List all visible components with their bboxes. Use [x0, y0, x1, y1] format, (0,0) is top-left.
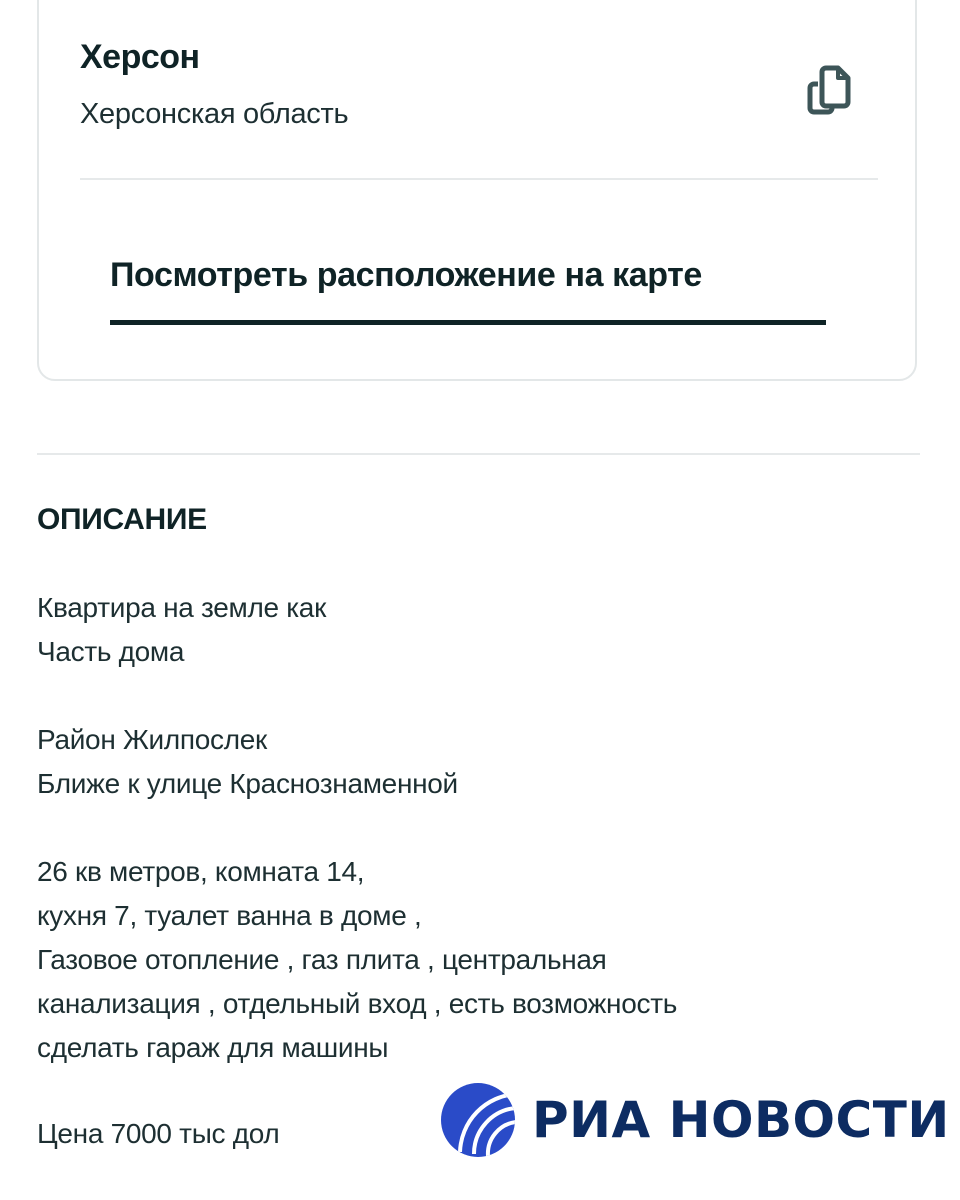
description-line: Часть дома	[37, 636, 185, 667]
region-name: Херсонская область	[80, 98, 349, 130]
copy-address-button[interactable]	[800, 60, 856, 120]
section-divider	[37, 453, 920, 455]
description-line: сделать гараж для машины	[37, 1032, 389, 1063]
description-price	[37, 1112, 279, 1156]
description-line: Район Жилпослек	[37, 724, 268, 755]
description-line: 26 кв метров, комната 14,	[37, 856, 365, 887]
card-divider	[80, 178, 878, 180]
description-line: Ближе к улице Краснознаменной	[37, 768, 458, 799]
view-on-map-link[interactable]: Посмотреть расположение на карте	[110, 256, 702, 294]
description-line: Квартира на земле как	[37, 592, 327, 623]
description-line: кухня 7, туалет ванна в доме ,	[37, 900, 422, 931]
description-title: ОПИСАНИЕ	[37, 503, 207, 536]
ria-globe-icon	[440, 1082, 516, 1158]
description-paragraph-2	[37, 718, 458, 806]
description-paragraph-3	[37, 850, 677, 1070]
city-name: Херсон	[80, 38, 200, 76]
map-link-underline	[110, 320, 826, 325]
description-paragraph-1	[37, 586, 326, 674]
description-line: канализация , отдельный вход , есть возможность	[37, 988, 678, 1019]
ria-novosti-text: РИА НОВОСТИ	[532, 1091, 950, 1149]
price-line: Цена 7000 тыс дол	[37, 1118, 280, 1149]
copy-icon	[800, 60, 856, 120]
ria-novosti-watermark	[440, 1082, 950, 1158]
description-line: Газовое отопление , газ плита , центральная	[37, 944, 607, 975]
